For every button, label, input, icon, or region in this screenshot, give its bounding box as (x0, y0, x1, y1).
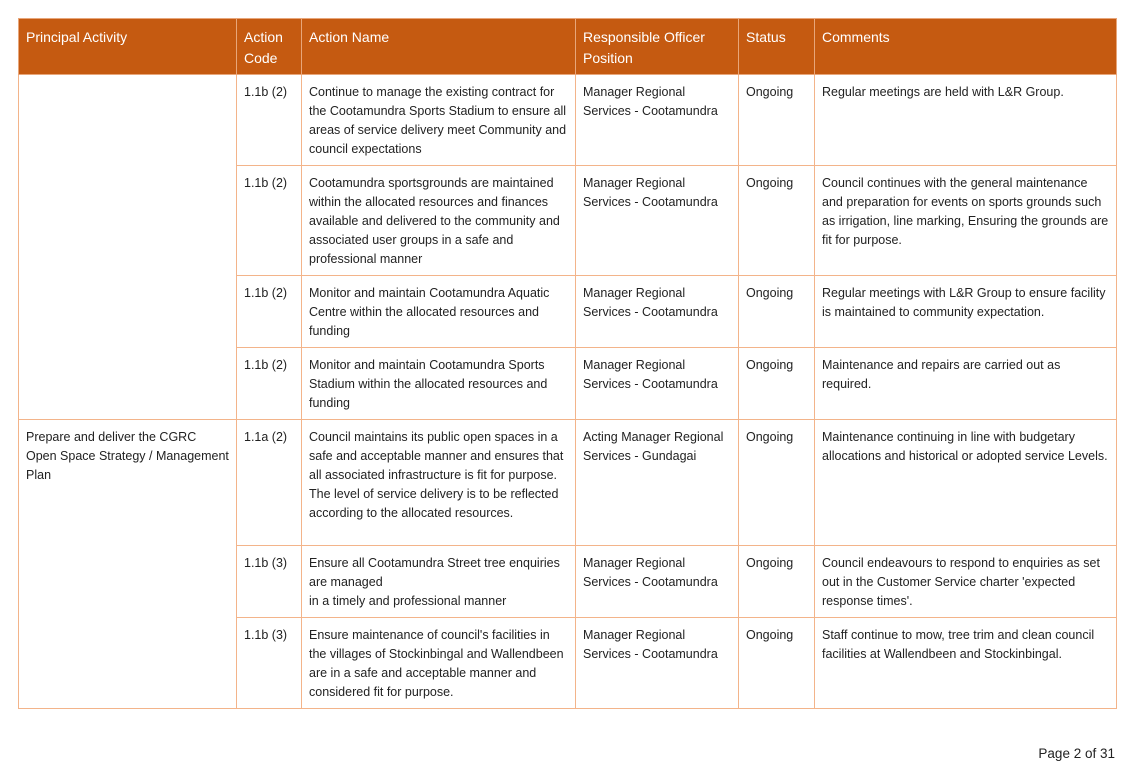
officer-cell: Manager Regional Services - Cootamundra (576, 75, 739, 166)
action-code-cell: 1.1b (2) (237, 348, 302, 420)
header-action-code: Action Code (237, 19, 302, 75)
officer-cell: Manager Regional Services - Cootamundra (576, 348, 739, 420)
action-code-cell: 1.1b (3) (237, 618, 302, 709)
table-header (19, 19, 1117, 75)
comments-cell: Council continues with the general maintenance and preparation for events on sports grounds such as irrigation, line marking, Ensuring the grounds are fit for purpose. (815, 166, 1117, 276)
header-comments: Comments (815, 19, 1117, 75)
action-plan-table (18, 18, 1117, 709)
header-principal-activity: Principal Activity (19, 19, 237, 75)
table-row (19, 420, 1117, 546)
header-action-name: Action Name (302, 19, 576, 75)
action-name-cell: Monitor and maintain Cootamundra Aquatic Centre within the allocated resources and funding (302, 276, 576, 348)
action-code-cell: 1.1b (2) (237, 276, 302, 348)
status-cell: Ongoing (739, 75, 815, 166)
comments-cell: Regular meetings with L&R Group to ensure facility is maintained to community expectation. (815, 276, 1117, 348)
principal-activity-cell: Prepare and deliver the CGRC Open Space Strategy / Management Plan (19, 420, 237, 709)
status-cell: Ongoing (739, 166, 815, 276)
action-code-cell: 1.1a (2) (237, 420, 302, 546)
comments-cell: Staff continue to mow, tree trim and clean council facilities at Wallendbeen and Stockinbingal. (815, 618, 1117, 709)
header-responsible-officer: Responsible Officer Position (576, 19, 739, 75)
action-name-cell: Cootamundra sportsgrounds are maintained within the allocated resources and finances available and delivered to the community and associated user groups in a safe and professional manner (302, 166, 576, 276)
status-cell: Ongoing (739, 348, 815, 420)
comments-cell: Council endeavours to respond to enquiries as set out in the Customer Service charter 'expected response times'. (815, 546, 1117, 618)
header-status: Status (739, 19, 815, 75)
action-name-cell: Monitor and maintain Cootamundra Sports Stadium within the allocated resources and funding (302, 348, 576, 420)
action-code-cell: 1.1b (3) (237, 546, 302, 618)
comments-cell: Regular meetings are held with L&R Group. (815, 75, 1117, 166)
status-cell: Ongoing (739, 276, 815, 348)
table-row (19, 75, 1117, 166)
action-name-cell: Ensure all Cootamundra Street tree enquiries are managed in a timely and professional manner (302, 546, 576, 618)
officer-cell: Acting Manager Regional Services - Gundagai (576, 420, 739, 546)
action-name-cell: Continue to manage the existing contract for the Cootamundra Sports Stadium to ensure all areas of service delivery meet Community and council expectations (302, 75, 576, 166)
officer-cell: Manager Regional Services - Cootamundra (576, 276, 739, 348)
table-header-row (19, 19, 1117, 75)
principal-activity-cell (19, 75, 237, 420)
action-code-cell: 1.1b (2) (237, 166, 302, 276)
status-cell: Ongoing (739, 420, 815, 546)
page-number: Page 2 of 31 (1038, 746, 1115, 761)
action-name-cell: Ensure maintenance of council's facilities in the villages of Stockinbingal and Wallendbeen are in a safe and acceptable manner and considered fit for purpose. (302, 618, 576, 709)
officer-cell: Manager Regional Services - Cootamundra (576, 618, 739, 709)
status-cell: Ongoing (739, 546, 815, 618)
action-code-cell: 1.1b (2) (237, 75, 302, 166)
status-cell: Ongoing (739, 618, 815, 709)
officer-cell: Manager Regional Services - Cootamundra (576, 546, 739, 618)
comments-cell: Maintenance and repairs are carried out as required. (815, 348, 1117, 420)
officer-cell: Manager Regional Services - Cootamundra (576, 166, 739, 276)
comments-cell: Maintenance continuing in line with budgetary allocations and historical or adopted service Levels. (815, 420, 1117, 546)
table-body (19, 75, 1117, 709)
action-name-cell: Council maintains its public open spaces in a safe and acceptable manner and ensures that all associated infrastructure is fit for purpose. The level of service delivery is to be reflected according to the allocated resources. (302, 420, 576, 546)
